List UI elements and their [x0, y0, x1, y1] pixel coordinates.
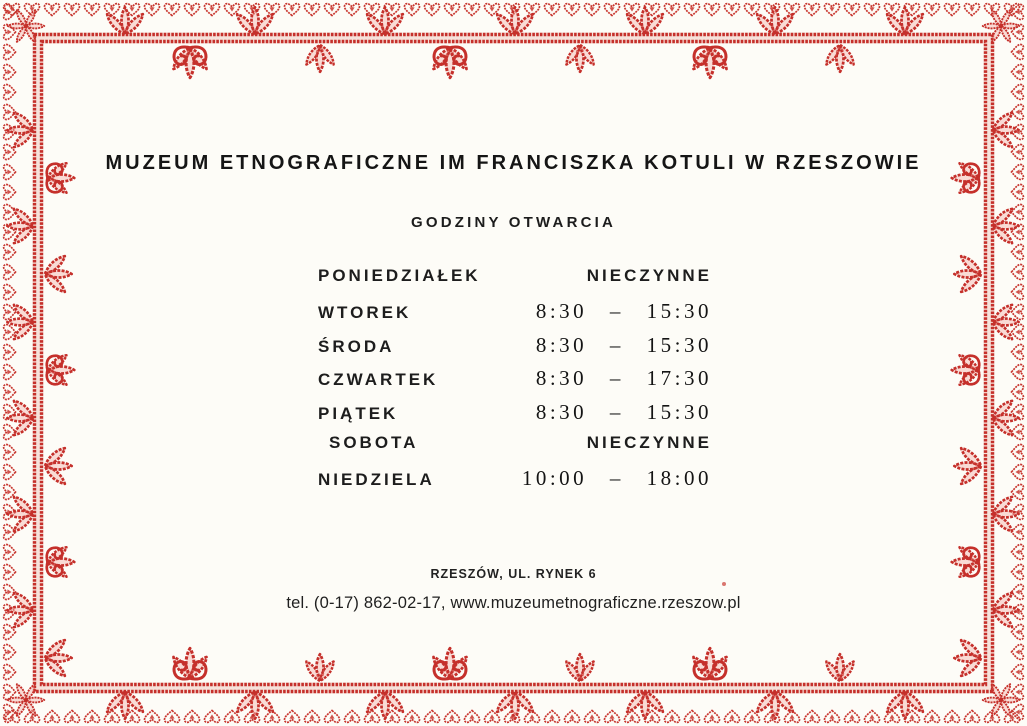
day-label: CZWARTEK	[318, 370, 439, 390]
day-label: NIEDZIELA	[318, 470, 435, 490]
hours-value: 8:30 – 15:30	[535, 332, 712, 357]
day-label: ŚRODA	[318, 336, 395, 356]
hours-row-tuesday	[318, 299, 712, 332]
hours-value: 8:30 – 15:30	[535, 299, 712, 324]
hours-value: 8:30 – 17:30	[535, 366, 712, 391]
day-label: PIĄTEK	[318, 403, 399, 423]
hours-row-wednesday	[318, 333, 712, 366]
opening-hours-table	[318, 266, 712, 500]
day-label: SOBOTA	[329, 432, 419, 452]
hours-value: NIECZYNNE	[586, 432, 712, 452]
hours-row-thursday	[318, 366, 712, 399]
hours-value: 10:00 – 18:00	[521, 466, 712, 491]
hours-value: 8:30 – 15:30	[535, 399, 712, 424]
hours-row-monday	[318, 266, 712, 299]
hours-row-sunday	[318, 466, 712, 499]
day-label: PONIEDZIAŁEK	[318, 266, 481, 285]
museum-title: MUZEUM ETNOGRAFICZNE IM FRANCISZKA KOTULI W RZESZOWIE	[105, 152, 922, 175]
hours-row-friday	[318, 400, 712, 433]
contact-line: tel. (0-17) 862-02-17, www.muzeumetnograficzne.rzeszow.pl	[286, 594, 741, 612]
opening-hours-heading: GODZINY OTWARCIA	[410, 214, 617, 232]
hours-value: NIECZYNNE	[586, 266, 712, 285]
hours-row-saturday	[318, 433, 712, 466]
museum-address: RZESZÓW, UL. RYNEK 6	[430, 567, 597, 581]
day-label: WTOREK	[318, 303, 412, 323]
